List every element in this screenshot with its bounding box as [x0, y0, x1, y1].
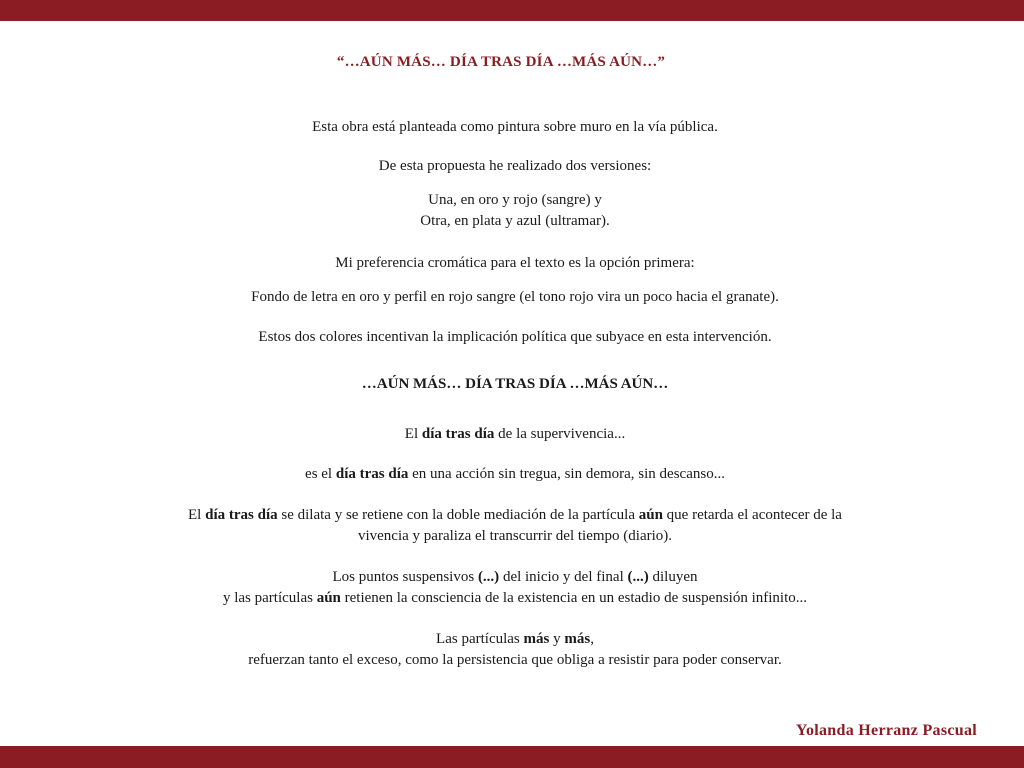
para3-text-c: se dilata y se retiene con la doble mediación de la partícula	[277, 507, 639, 523]
intro-line-7: Estos dos colores incentivan la implicación política que subyace en esta intervención.	[258, 329, 772, 345]
author-signature: Yolanda Herranz Pascual	[795, 722, 977, 739]
para4-bold-2: (...)	[627, 569, 649, 585]
para5-text-c: y	[549, 631, 565, 647]
paragraph-5-line-2: refuerzan tanto el exceso, como la persistencia que obliga a resistir para poder conservar.	[248, 652, 782, 668]
top-banner	[0, 0, 1024, 21]
para5-text-e: ,	[590, 631, 594, 647]
para4-bold-1: (...)	[477, 569, 500, 585]
para1-text-c: de la supervivencia...	[494, 426, 626, 442]
para4-text-c: del inicio y del final	[499, 569, 628, 585]
bottom-banner	[0, 746, 1024, 768]
intro-line-3: Una, en oro y rojo (sangre) y	[428, 192, 602, 208]
para4-bold-3: aún	[316, 590, 341, 606]
para2-text-c: en una acción sin tregua, sin demora, sin descanso...	[408, 466, 725, 482]
intro-line-1: Esta obra está planteada como pintura sobre muro en la vía pública.	[312, 119, 718, 135]
intro-line-2: De esta propuesta he realizado dos versiones:	[378, 158, 652, 174]
subtitle-heading: …AÚN MÁS… DÍA TRAS DÍA …MÁS AÚN…	[361, 376, 669, 392]
para1-text-a: El	[404, 426, 422, 442]
para3-bold-2: aún	[638, 507, 663, 523]
para5-bold-1: más	[523, 631, 550, 647]
paragraph-3-line-1	[0, 505, 1024, 525]
para5-bold-2: más	[564, 631, 591, 647]
paragraph-1	[0, 424, 1024, 444]
para3-bold-1: día tras día	[205, 507, 278, 523]
paragraph-2	[0, 464, 1024, 484]
intro-line-4: Otra, en plata y azul (ultramar).	[420, 213, 610, 229]
paragraph-3-line-2: vivencia y paraliza el transcurrir del tiempo (diario).	[357, 528, 673, 544]
para2-bold: día tras día	[335, 466, 409, 482]
para3-text-e: que retarda el acontecer de la	[662, 507, 842, 523]
intro-line-6: Fondo de letra en oro y perfil en rojo sangre (el tono rojo vira un poco hacia el granate).	[251, 289, 779, 305]
page-title: “…AÚN MÁS… DÍA TRAS DÍA …MÁS AÚN…”	[336, 54, 666, 70]
para4-text-h: retienen la consciencia de la existencia en un estadio de suspensión infinito...	[340, 590, 808, 606]
para4-text-f: y las partículas	[222, 590, 317, 606]
para4-text-e: diluyen	[648, 569, 698, 585]
para4-text-a: Los puntos suspensivos	[332, 569, 478, 585]
paragraph-4-line-2	[0, 588, 1024, 608]
para2-text-a: es el	[305, 466, 336, 482]
para3-text-a: El	[188, 507, 206, 523]
paragraph-5-line-1	[0, 629, 1024, 649]
paragraph-4-line-1	[0, 567, 1024, 587]
para5-text-a: Las partículas	[436, 631, 524, 647]
intro-line-5: Mi preferencia cromática para el texto es la opción primera:	[335, 255, 695, 271]
para1-bold: día tras día	[421, 426, 495, 442]
